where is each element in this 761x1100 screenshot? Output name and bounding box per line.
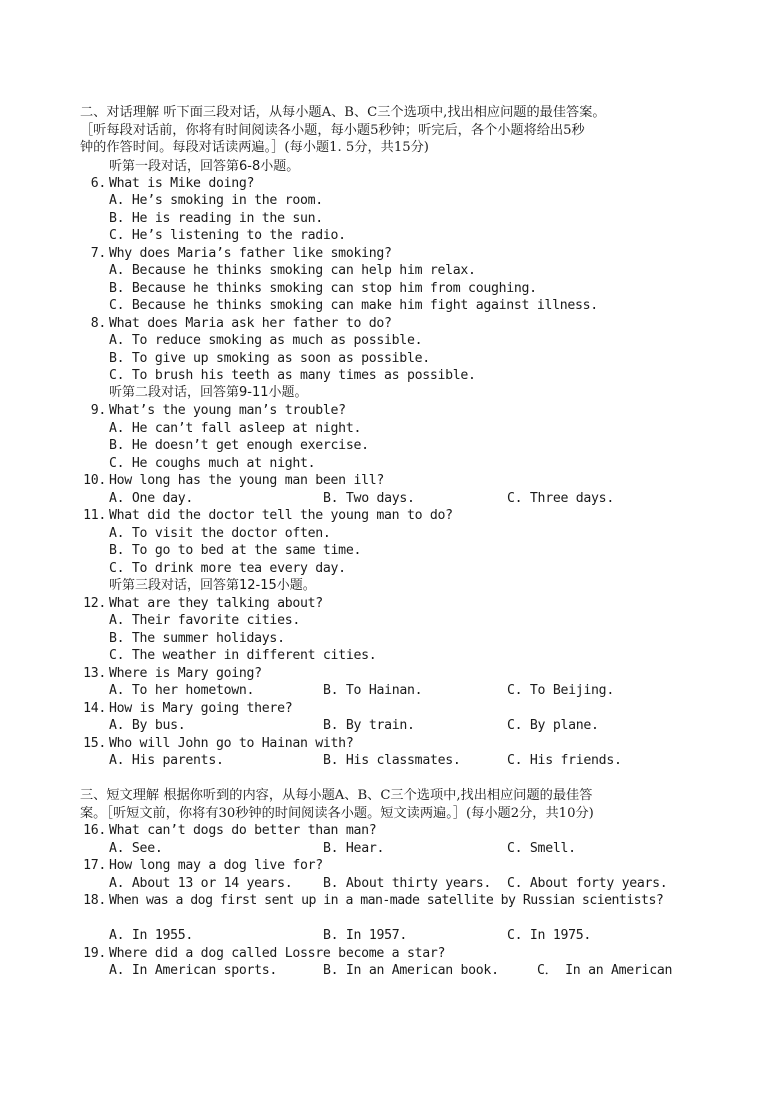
question-row: 10. How long has the young man been ill? <box>83 473 385 488</box>
option-row <box>0 192 761 209</box>
option[interactable]: A. To reduce smoking as much as possible. <box>109 333 423 348</box>
option-row <box>0 297 761 314</box>
option[interactable]: C． In an American <box>537 963 673 978</box>
option[interactable]: A. See. <box>109 841 163 856</box>
option[interactable]: B. His classmates. <box>323 753 461 768</box>
option[interactable]: A. In 1955. <box>109 928 194 943</box>
option[interactable]: C. Because he thinks smoking can make him fight against illness. <box>109 298 598 313</box>
option[interactable]: C. Three days. <box>507 491 614 506</box>
question-row: 6. What is Mike doing? <box>90 176 255 191</box>
option[interactable]: B. He doesn’t get enough exercise. <box>109 438 369 453</box>
question-row: 12. What are they talking about? <box>83 596 323 611</box>
option[interactable]: B. Two days. <box>323 491 415 506</box>
option-row <box>0 962 761 979</box>
option[interactable]: C. To Beijing. <box>507 683 614 698</box>
dialog-1-note: 听第一段对话，回答第6-8小题。 <box>109 159 300 174</box>
option-row <box>0 490 761 507</box>
option-row <box>0 332 761 349</box>
option-row <box>0 227 761 244</box>
option-row <box>0 262 761 279</box>
section-2-heading-line: 钟的作答时间。每段对话读两遍。］(每小题1. 5分，共15分) <box>80 140 429 155</box>
section-2-heading <box>80 104 685 157</box>
question-row: 8. What does Maria ask her father to do? <box>90 316 392 331</box>
option[interactable]: C. Smell. <box>507 841 576 856</box>
option[interactable]: A. To visit the doctor often. <box>109 526 331 541</box>
option-row <box>0 927 761 944</box>
section-3-heading-line: 三、短文理解 根据你听到的内容，从每小题A、B、C三个选项中,找出相应问题的最佳答 <box>80 788 593 803</box>
option[interactable]: A. His parents. <box>109 753 224 768</box>
option[interactable]: A. He’s smoking in the room. <box>109 193 323 208</box>
option[interactable]: B. About thirty years. <box>323 876 492 891</box>
option[interactable]: B. Because he thinks smoking can stop him from coughing. <box>109 281 537 296</box>
option[interactable]: B. To Hainan. <box>323 683 423 698</box>
option[interactable]: A. About 13 or 14 years. <box>109 876 293 891</box>
question-row: 13. Where is Mary going? <box>83 666 262 681</box>
section-2-heading-line: ［听每段对话前，你将有时间阅读各小题，每小题5秒钟；听完后，各个小题将给出5秒 <box>80 122 585 138</box>
option[interactable]: B. In 1957. <box>323 928 408 943</box>
section-3-heading <box>80 787 685 822</box>
option[interactable]: C. In 1975. <box>507 928 592 943</box>
option[interactable]: A. In American sports. <box>109 963 278 978</box>
option[interactable]: A. Their favorite cities. <box>109 613 300 628</box>
question-row: 9. What’s the young man’s trouble? <box>90 403 346 418</box>
option-row <box>0 525 761 542</box>
question-row: 18. When was a dog first sent up in a man-made satellite by Russian scientists? <box>83 893 664 908</box>
option-row <box>0 350 761 367</box>
dialog-3-note: 听第三段对话，回答第12-15小题。 <box>109 578 316 593</box>
option-row <box>0 717 761 734</box>
option-row <box>0 420 761 437</box>
option-row <box>0 210 761 227</box>
option[interactable]: C. His friends. <box>507 753 622 768</box>
option-row <box>0 560 761 577</box>
option-row <box>0 752 761 769</box>
option-row <box>0 367 761 384</box>
option[interactable]: A. He can’t fall asleep at night. <box>109 421 362 436</box>
option[interactable]: A. Because he thinks smoking can help him relax. <box>109 263 476 278</box>
option-row <box>0 630 761 647</box>
option[interactable]: A. By bus. <box>109 718 186 733</box>
option[interactable]: C. He’s listening to the radio. <box>109 228 346 243</box>
option[interactable]: C. To drink more tea every day. <box>109 561 346 576</box>
option[interactable]: A. To her hometown. <box>109 683 255 698</box>
question-row: 14. How is Mary going there? <box>83 701 293 716</box>
question-row: 15. Who will John go to Hainan with? <box>83 736 354 751</box>
option-row <box>0 682 761 699</box>
option[interactable]: B. Hear. <box>323 841 385 856</box>
question-row: 7. Why does Maria’s father like smoking? <box>90 246 392 261</box>
dialog-2-note: 听第二段对话，回答第9-11小题。 <box>109 385 308 400</box>
option-row <box>0 647 761 664</box>
question-row: 17. How long may a dog live for? <box>83 858 323 873</box>
option[interactable]: C. He coughs much at night. <box>109 456 316 471</box>
option-row <box>0 455 761 472</box>
option-row <box>0 612 761 629</box>
option-row <box>0 437 761 454</box>
option[interactable]: C. About forty years. <box>507 876 668 891</box>
option[interactable]: C. To brush his teeth as many times as possible. <box>109 368 476 383</box>
option[interactable]: B. The summer holidays. <box>109 631 285 646</box>
option[interactable]: C. The weather in different cities. <box>109 648 377 663</box>
option[interactable]: B. To go to bed at the same time. <box>109 543 362 558</box>
option-row <box>0 542 761 559</box>
option-row <box>0 875 761 892</box>
option-row <box>0 280 761 297</box>
question-row: 19. Where did a dog called Lossre become a star? <box>83 946 446 961</box>
question-row: 16. What can’t dogs do better than man? <box>83 823 377 838</box>
option-row <box>0 840 761 857</box>
question-row: 11. What did the doctor tell the young man to do? <box>83 508 453 523</box>
option[interactable]: B. He is reading in the sun. <box>109 211 323 226</box>
option[interactable]: B. To give up smoking as soon as possible. <box>109 351 430 366</box>
option[interactable]: C. By plane. <box>507 718 599 733</box>
option[interactable]: B. By train. <box>323 718 415 733</box>
option[interactable]: A. One day. <box>109 491 194 506</box>
section-3-heading-line: 案。［听短文前，你将有30秒钟的时间阅读各小题。短文读两遍。］(每小题2分，共10分) <box>80 805 594 821</box>
section-2-heading-line: 二、对话理解 听下面三段对话，从每小题A、B、C三个选项中,找出相应问题的最佳答案。 <box>80 105 606 120</box>
option[interactable]: B. In an American book. <box>323 963 499 978</box>
